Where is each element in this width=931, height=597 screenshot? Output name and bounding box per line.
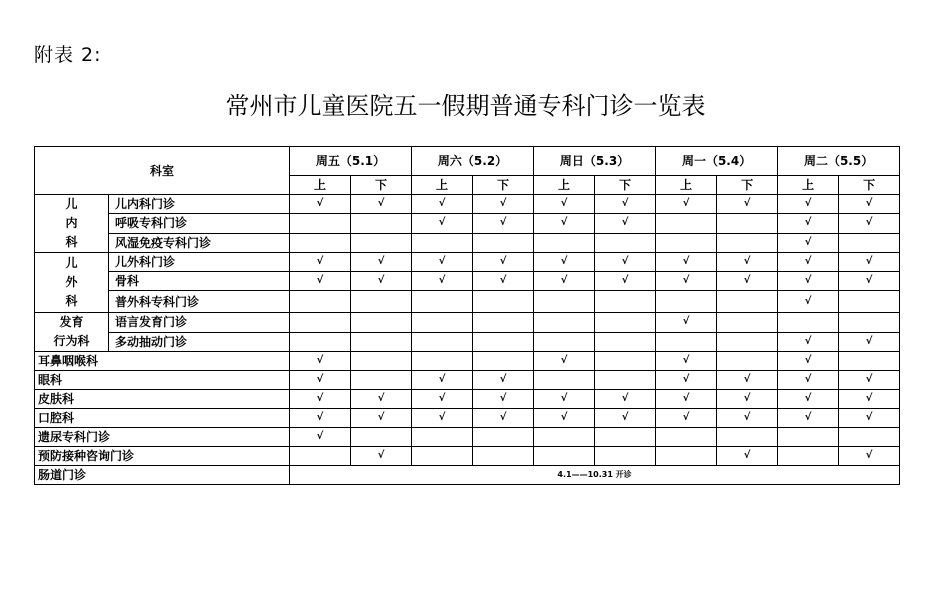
empty-cell [778, 447, 839, 466]
check-mark-cell: √ [778, 253, 839, 272]
empty-cell [595, 291, 656, 313]
check-mark-cell: √ [534, 352, 595, 371]
empty-cell [351, 214, 412, 233]
table-row [35, 447, 900, 466]
dept-group-char: 儿 [65, 256, 78, 270]
check-mark-cell: √ [290, 409, 351, 428]
day-header: 周日（5.3） [534, 147, 656, 176]
check-mark-cell: √ [717, 195, 778, 214]
dept-name: 遗尿专科门诊 [35, 428, 290, 447]
empty-cell [595, 371, 656, 390]
empty-cell [473, 332, 534, 352]
check-mark-cell: √ [839, 272, 900, 291]
empty-cell [534, 428, 595, 447]
check-mark-cell: √ [290, 390, 351, 409]
dept-header: 科室 [35, 147, 290, 195]
check-mark-cell: √ [412, 214, 473, 233]
check-mark-cell: √ [778, 409, 839, 428]
check-mark-cell: √ [656, 371, 717, 390]
morning-header: 上 [412, 176, 473, 195]
check-mark-cell: √ [778, 233, 839, 252]
afternoon-header: 下 [839, 176, 900, 195]
dept-group-label [35, 313, 109, 352]
check-mark-cell: √ [534, 253, 595, 272]
check-mark-cell: √ [656, 390, 717, 409]
check-mark-cell: √ [473, 253, 534, 272]
empty-cell [473, 233, 534, 252]
dept-group-char: 发育 [59, 315, 84, 329]
check-mark-cell: √ [778, 332, 839, 352]
empty-cell [717, 428, 778, 447]
clinic-name: 呼吸专科门诊 [109, 214, 290, 233]
check-mark-cell: √ [778, 195, 839, 214]
check-mark-cell: √ [839, 195, 900, 214]
check-mark-cell: √ [412, 253, 473, 272]
check-mark-cell: √ [351, 195, 412, 214]
day-header: 周二（5.5） [778, 147, 900, 176]
check-mark-cell: √ [778, 272, 839, 291]
afternoon-header: 下 [351, 176, 412, 195]
empty-cell [351, 313, 412, 333]
check-mark-cell: √ [595, 272, 656, 291]
empty-cell [534, 233, 595, 252]
check-mark-cell: √ [839, 371, 900, 390]
empty-cell [290, 291, 351, 313]
check-mark-cell: √ [656, 195, 717, 214]
check-mark-cell: √ [412, 272, 473, 291]
empty-cell [290, 233, 351, 252]
morning-header: 上 [778, 176, 839, 195]
table-row [35, 313, 900, 333]
check-mark-cell: √ [534, 409, 595, 428]
check-mark-cell: √ [412, 390, 473, 409]
check-mark-cell: √ [534, 214, 595, 233]
empty-cell [717, 291, 778, 313]
check-mark-cell: √ [290, 272, 351, 291]
empty-cell [839, 352, 900, 371]
morning-header: 上 [290, 176, 351, 195]
dept-group-char: 儿 [65, 197, 78, 211]
empty-cell [290, 447, 351, 466]
empty-cell [351, 291, 412, 313]
check-mark-cell: √ [351, 447, 412, 466]
check-mark-cell: √ [656, 272, 717, 291]
check-mark-cell: √ [412, 371, 473, 390]
empty-cell [778, 313, 839, 333]
empty-cell [595, 428, 656, 447]
clinic-name: 普外科专科门诊 [109, 291, 290, 313]
check-mark-cell: √ [656, 352, 717, 371]
check-mark-cell: √ [656, 313, 717, 333]
dept-group-char: 内 [65, 216, 78, 230]
empty-cell [534, 313, 595, 333]
empty-cell [717, 352, 778, 371]
check-mark-cell: √ [778, 390, 839, 409]
check-mark-cell: √ [839, 253, 900, 272]
empty-cell [412, 332, 473, 352]
page-title: 常州市儿童医院五一假期普通专科门诊一览表 [225, 92, 706, 120]
empty-cell [595, 352, 656, 371]
check-mark-cell: √ [839, 214, 900, 233]
check-mark-cell: √ [595, 409, 656, 428]
check-mark-cell: √ [351, 272, 412, 291]
clinic-name: 骨科 [109, 272, 290, 291]
check-mark-cell: √ [656, 409, 717, 428]
dept-group-char: 行为科 [53, 334, 90, 348]
empty-cell [595, 313, 656, 333]
empty-cell [473, 313, 534, 333]
table-row [35, 428, 900, 447]
day-header: 周一（5.4） [656, 147, 778, 176]
check-mark-cell: √ [473, 272, 534, 291]
morning-header: 上 [656, 176, 717, 195]
clinic-name: 儿内科门诊 [109, 195, 290, 214]
dept-group-char: 科 [65, 235, 78, 249]
table-row [35, 371, 900, 390]
table-row [35, 253, 900, 272]
empty-cell [778, 428, 839, 447]
check-mark-cell: √ [290, 195, 351, 214]
check-mark-cell: √ [717, 447, 778, 466]
empty-cell [595, 233, 656, 252]
check-mark-cell: √ [473, 409, 534, 428]
empty-cell [473, 352, 534, 371]
schedule-table [34, 146, 900, 485]
check-mark-cell: √ [534, 272, 595, 291]
afternoon-header: 下 [717, 176, 778, 195]
dept-group-char: 科 [65, 294, 78, 308]
open-period-note: 4.1——10.31 开诊 [290, 466, 900, 485]
empty-cell [656, 447, 717, 466]
check-mark-cell: √ [778, 371, 839, 390]
check-mark-cell: √ [290, 253, 351, 272]
check-mark-cell: √ [717, 390, 778, 409]
empty-cell [656, 428, 717, 447]
dept-name: 皮肤科 [35, 390, 290, 409]
table-row [35, 409, 900, 428]
morning-header: 上 [534, 176, 595, 195]
check-mark-cell: √ [290, 428, 351, 447]
check-mark-cell: √ [534, 195, 595, 214]
table-row [35, 272, 900, 291]
empty-cell [412, 233, 473, 252]
check-mark-cell: √ [473, 195, 534, 214]
dept-name: 口腔科 [35, 409, 290, 428]
check-mark-cell: √ [839, 447, 900, 466]
empty-cell [473, 447, 534, 466]
clinic-name: 语言发育门诊 [109, 313, 290, 333]
empty-cell [717, 214, 778, 233]
check-mark-cell: √ [656, 253, 717, 272]
table-row [35, 214, 900, 233]
day-header: 周五（5.1） [290, 147, 412, 176]
check-mark-cell: √ [412, 195, 473, 214]
empty-cell [534, 447, 595, 466]
clinic-name: 多动抽动门诊 [109, 332, 290, 352]
check-mark-cell: √ [839, 332, 900, 352]
dept-group-label [35, 195, 109, 253]
empty-cell [717, 313, 778, 333]
check-mark-cell: √ [473, 214, 534, 233]
clinic-name: 儿外科门诊 [109, 253, 290, 272]
dept-group-label [35, 253, 109, 313]
empty-cell [839, 291, 900, 313]
empty-cell [839, 233, 900, 252]
empty-cell [595, 332, 656, 352]
empty-cell [656, 233, 717, 252]
dept-name: 眼科 [35, 371, 290, 390]
empty-cell [839, 428, 900, 447]
dept-group-char: 外 [65, 275, 78, 289]
check-mark-cell: √ [778, 214, 839, 233]
check-mark-cell: √ [717, 409, 778, 428]
annex-label: 附表 2: [34, 44, 102, 66]
empty-cell [351, 371, 412, 390]
clinic-name: 风湿免疫专科门诊 [109, 233, 290, 252]
empty-cell [351, 352, 412, 371]
check-mark-cell: √ [595, 195, 656, 214]
empty-cell [290, 313, 351, 333]
check-mark-cell: √ [839, 390, 900, 409]
table-row [35, 332, 900, 352]
empty-cell [412, 352, 473, 371]
table-row [35, 466, 900, 485]
empty-cell [534, 291, 595, 313]
check-mark-cell: √ [351, 253, 412, 272]
check-mark-cell: √ [412, 409, 473, 428]
empty-cell [412, 447, 473, 466]
empty-cell [412, 428, 473, 447]
check-mark-cell: √ [595, 253, 656, 272]
table-row [35, 352, 900, 371]
check-mark-cell: √ [778, 291, 839, 313]
empty-cell [656, 332, 717, 352]
check-mark-cell: √ [290, 352, 351, 371]
empty-cell [717, 233, 778, 252]
table-row [35, 390, 900, 409]
empty-cell [412, 313, 473, 333]
check-mark-cell: √ [473, 390, 534, 409]
table-row [35, 233, 900, 252]
check-mark-cell: √ [595, 390, 656, 409]
dept-name: 预防接种咨询门诊 [35, 447, 290, 466]
check-mark-cell: √ [595, 214, 656, 233]
check-mark-cell: √ [351, 390, 412, 409]
header-row-days [35, 147, 900, 176]
check-mark-cell: √ [290, 371, 351, 390]
empty-cell [473, 428, 534, 447]
table-row [35, 195, 900, 214]
empty-cell [351, 332, 412, 352]
empty-cell [656, 291, 717, 313]
empty-cell [290, 332, 351, 352]
table-row [35, 291, 900, 313]
empty-cell [412, 291, 473, 313]
empty-cell [351, 428, 412, 447]
empty-cell [290, 214, 351, 233]
check-mark-cell: √ [778, 352, 839, 371]
check-mark-cell: √ [351, 409, 412, 428]
dept-name: 耳鼻咽喉科 [35, 352, 290, 371]
day-header: 周六（5.2） [412, 147, 534, 176]
empty-cell [717, 332, 778, 352]
check-mark-cell: √ [717, 272, 778, 291]
check-mark-cell: √ [717, 371, 778, 390]
empty-cell [473, 291, 534, 313]
check-mark-cell: √ [473, 371, 534, 390]
check-mark-cell: √ [839, 409, 900, 428]
empty-cell [839, 313, 900, 333]
check-mark-cell: √ [717, 253, 778, 272]
empty-cell [595, 447, 656, 466]
empty-cell [351, 233, 412, 252]
empty-cell [656, 214, 717, 233]
empty-cell [534, 371, 595, 390]
afternoon-header: 下 [473, 176, 534, 195]
empty-cell [534, 332, 595, 352]
afternoon-header: 下 [595, 176, 656, 195]
dept-name: 肠道门诊 [35, 466, 290, 485]
check-mark-cell: √ [534, 390, 595, 409]
